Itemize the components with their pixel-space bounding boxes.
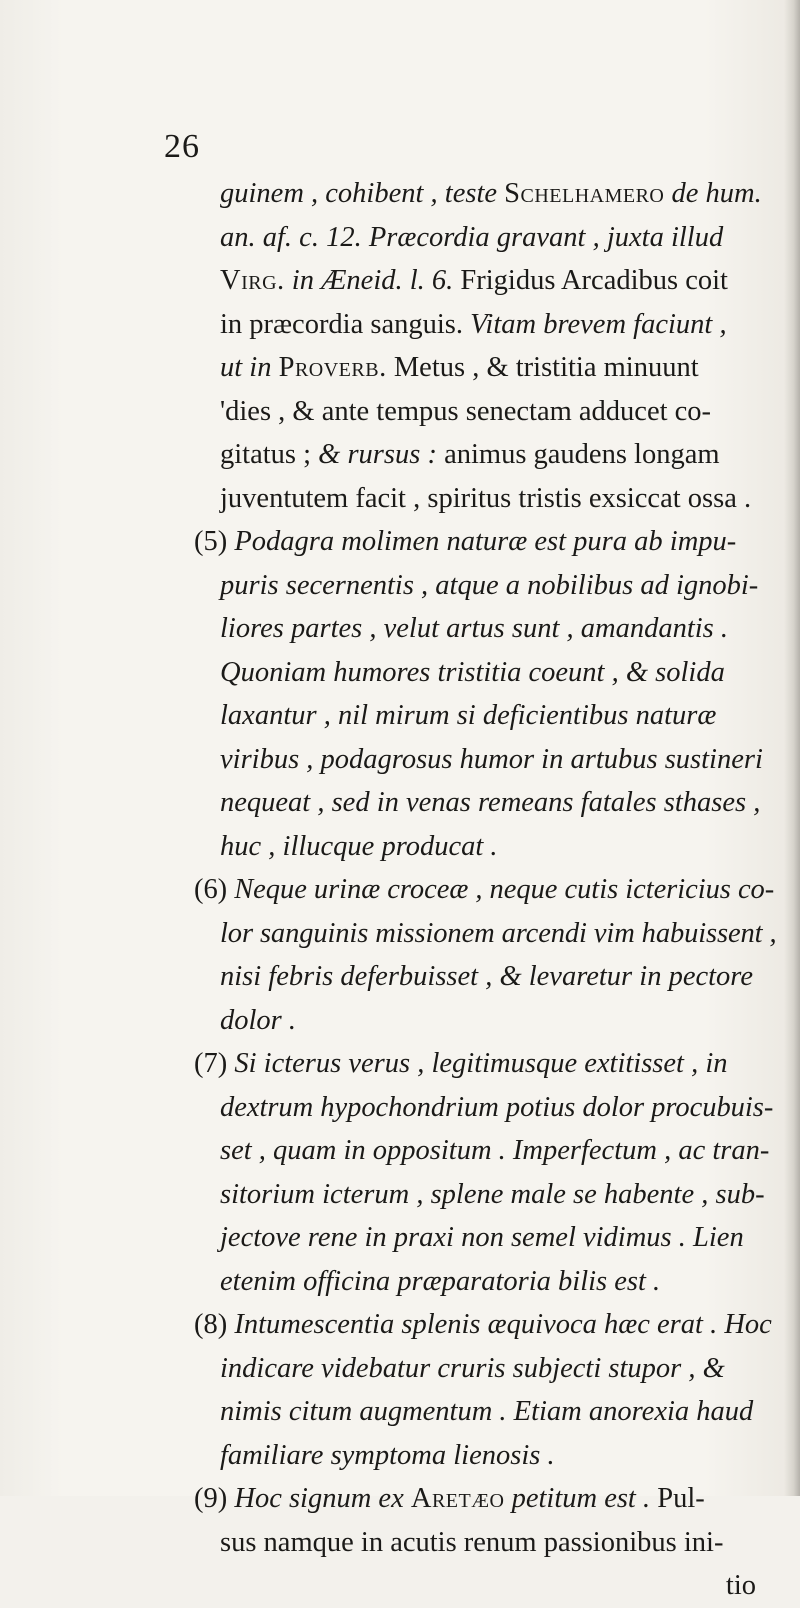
text-line [194, 1042, 772, 1086]
text-line [194, 1129, 772, 1173]
text-line [194, 1390, 772, 1434]
text-line [194, 1216, 772, 1260]
text-run: dextrum hypochondrium potius dolor procubuis- [220, 1091, 774, 1123]
text-run: Proverb. [278, 352, 387, 383]
text-run: in Æneid. l. 6. [284, 265, 454, 296]
text-run: juventutem facit , spiritus tristis exsiccat ossa . [220, 482, 752, 514]
text-run: (9) [194, 1483, 235, 1514]
text-line [194, 738, 772, 782]
text-run: Pul- [650, 1483, 705, 1514]
text-run: familiare symptoma lienosis . [220, 1439, 555, 1471]
page-number: 26 [164, 128, 200, 165]
text-line [194, 390, 772, 434]
text-run: (6) [194, 874, 235, 905]
text-line [194, 607, 772, 651]
text-line [194, 259, 772, 303]
text-run: lor sanguinis missionem arcendi vim habuissent , [220, 917, 777, 949]
text-run: in præcordia sanguis. [220, 308, 471, 340]
text-run: liores partes , velut artus sunt , amandantis . [220, 613, 728, 644]
text-run: 'dies , & ante tempus senectam adducet co- [220, 395, 712, 427]
text-line [194, 1086, 772, 1130]
text-run: Neque urinæ croceæ , neque cutis ictericius co- [234, 874, 775, 905]
text-run: etenim officina præparatoria bilis est . [220, 1265, 661, 1297]
text-run: jectove rene in praxi non semel vidimus . Lien [220, 1222, 744, 1253]
text-line [194, 999, 772, 1043]
text-run: Quoniam humores tristitia coeunt , & solida [220, 656, 725, 688]
text-run: guinem , cohibent , teste [220, 178, 505, 209]
body-text [194, 172, 777, 1608]
text-line [194, 825, 772, 869]
text-line [194, 216, 772, 260]
text-run: Hoc signum ex [234, 1483, 411, 1514]
text-line [194, 651, 772, 695]
text-run: Vitam brevem faciunt , [470, 308, 727, 340]
text-run: Schelhamero [504, 178, 665, 209]
text-run: gitatus ; [220, 439, 319, 470]
text-run: nimis citum augmentum . Etiam anorexia haud [220, 1396, 754, 1427]
text-line [194, 781, 772, 825]
text-line [194, 912, 777, 956]
text-line [194, 172, 772, 216]
page-edge-shadow [784, 0, 800, 1496]
catchword: tio [725, 1570, 756, 1601]
text-run: & rursus : [318, 439, 437, 470]
text-run: laxantur , nil mirum si deficientibus naturæ [220, 700, 717, 731]
text-run: petitum est . [504, 1483, 651, 1514]
text-line [194, 520, 772, 564]
text-line [194, 955, 772, 999]
text-line [194, 433, 772, 477]
text-run: animus gaudens longam [436, 439, 720, 470]
text-run: huc , illucque producat . [220, 830, 498, 862]
text-run: indicare videbatur cruris subjecti stupor , & [220, 1352, 725, 1384]
text-line [194, 477, 772, 521]
text-line [194, 1173, 772, 1217]
text-line [194, 1521, 772, 1565]
text-line [194, 868, 775, 912]
text-run: ut in [220, 352, 279, 383]
text-run: (8) [194, 1309, 235, 1340]
text-run: sitorium icterum , splene male se habente , sub- [220, 1178, 765, 1210]
text-line [194, 1347, 772, 1391]
text-line [194, 1260, 772, 1304]
text-run: Intumescentia splenis æquivoca hæc erat . Hoc [234, 1309, 772, 1340]
text-line [194, 1477, 772, 1521]
text-run: Virg. [220, 265, 285, 296]
text-line [194, 346, 772, 390]
text-line [194, 564, 772, 608]
text-line [194, 303, 772, 347]
text-run: (7) [194, 1048, 235, 1079]
text-run: Frigidus Arcadibus coit [453, 265, 728, 296]
text-run: puris secernentis , atque a nobilibus ad ignobi- [220, 569, 759, 601]
text-run: de hum. [664, 178, 762, 209]
text-line [194, 1303, 772, 1347]
text-run: sus namque in acutis renum passionibus ini- [220, 1526, 724, 1558]
text-line [194, 694, 772, 738]
text-run: nisi febris deferbuisset , & levaretur in pectore [220, 961, 753, 992]
text-run: nequeat , sed in venas remeans fatales sthases , [220, 787, 761, 818]
text-run: set , quam in oppositum . Imperfectum , ac tran- [220, 1135, 770, 1166]
text-run: (5) [194, 526, 235, 557]
text-run: Podagra molimen naturæ est pura ab impu- [234, 526, 737, 557]
text-run: viribus , podagrosus humor in artubus sustineri [220, 743, 763, 775]
text-line [194, 1434, 772, 1478]
text-run: an. af. c. 12. Præcordia gravant , juxta illud [220, 221, 724, 253]
text-run: Si icterus verus , legitimusque extitisset , in [234, 1048, 728, 1079]
text-run: Metus , & tristitia minuunt [386, 352, 699, 383]
text-run: dolor . [220, 1004, 297, 1036]
text-run: Aretæo [410, 1483, 505, 1514]
